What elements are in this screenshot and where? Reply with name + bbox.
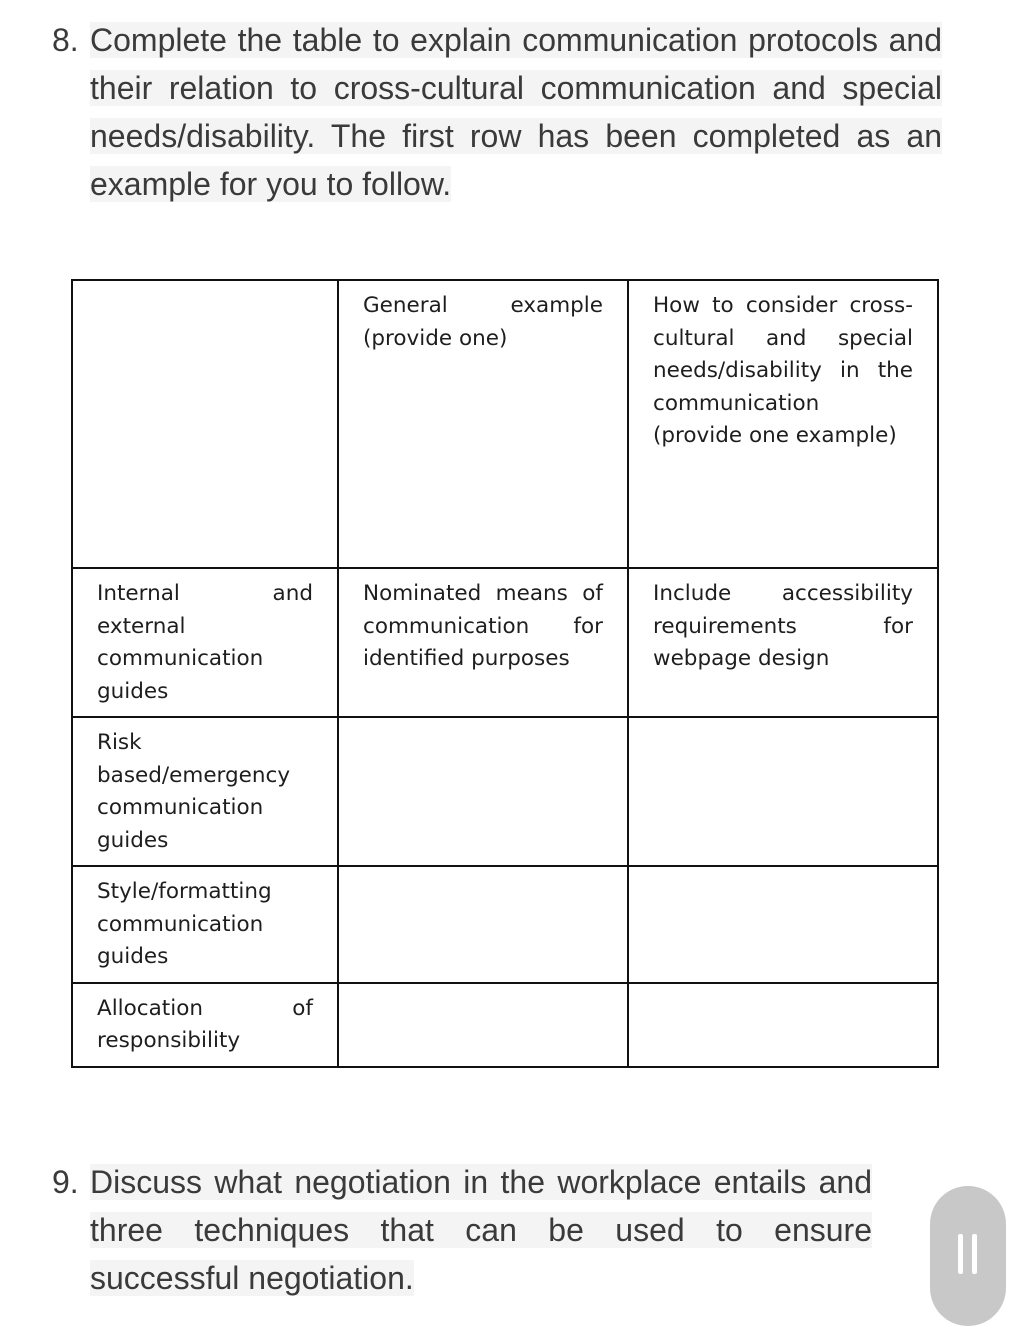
row-example: Nominated means of communication for identified purposes bbox=[338, 568, 628, 717]
row-label: Internal and external communication guides bbox=[72, 568, 338, 717]
row-consider: Include accessibility requirements for webpage design bbox=[628, 568, 938, 717]
protocols-table bbox=[71, 279, 939, 1068]
table-row bbox=[72, 568, 938, 717]
row-example-input[interactable] bbox=[338, 983, 628, 1067]
row-label: Allocation of responsibility bbox=[72, 983, 338, 1067]
header-cross-cultural: How to consider cross-cultural and special needs/disability in the communication (provide one example) bbox=[628, 280, 938, 568]
row-label: Risk based/emergency communication guides bbox=[72, 717, 338, 866]
row-example-input[interactable] bbox=[338, 717, 628, 866]
question-8-number: 8. bbox=[52, 22, 79, 58]
row-example-input[interactable] bbox=[338, 866, 628, 983]
question-9-text: Discuss what negotiation in the workplace entails and three techniques that can be used to ensure successful negotiation. bbox=[90, 1164, 872, 1296]
question-8 bbox=[52, 16, 942, 208]
question-8-text: Complete the table to explain communication protocols and their relation to cross-cultural communication and special needs/disability. The first row has been completed as an example for you to follow. bbox=[90, 22, 942, 202]
row-consider-input[interactable] bbox=[628, 717, 938, 866]
table-row bbox=[72, 866, 938, 983]
header-general-example: General example (provide one) bbox=[338, 280, 628, 568]
row-label: Style/formatting communication guides bbox=[72, 866, 338, 983]
scroll-handle[interactable] bbox=[930, 1186, 1006, 1326]
grip-line-icon bbox=[958, 1234, 963, 1274]
row-consider-input[interactable] bbox=[628, 866, 938, 983]
question-9 bbox=[52, 1158, 942, 1302]
row-consider-input[interactable] bbox=[628, 983, 938, 1067]
question-9-number: 9. bbox=[52, 1164, 79, 1200]
table-header-row bbox=[72, 280, 938, 568]
header-cell-empty bbox=[72, 280, 338, 568]
grip-line-icon bbox=[972, 1234, 977, 1274]
table-row bbox=[72, 717, 938, 866]
table-row bbox=[72, 983, 938, 1067]
